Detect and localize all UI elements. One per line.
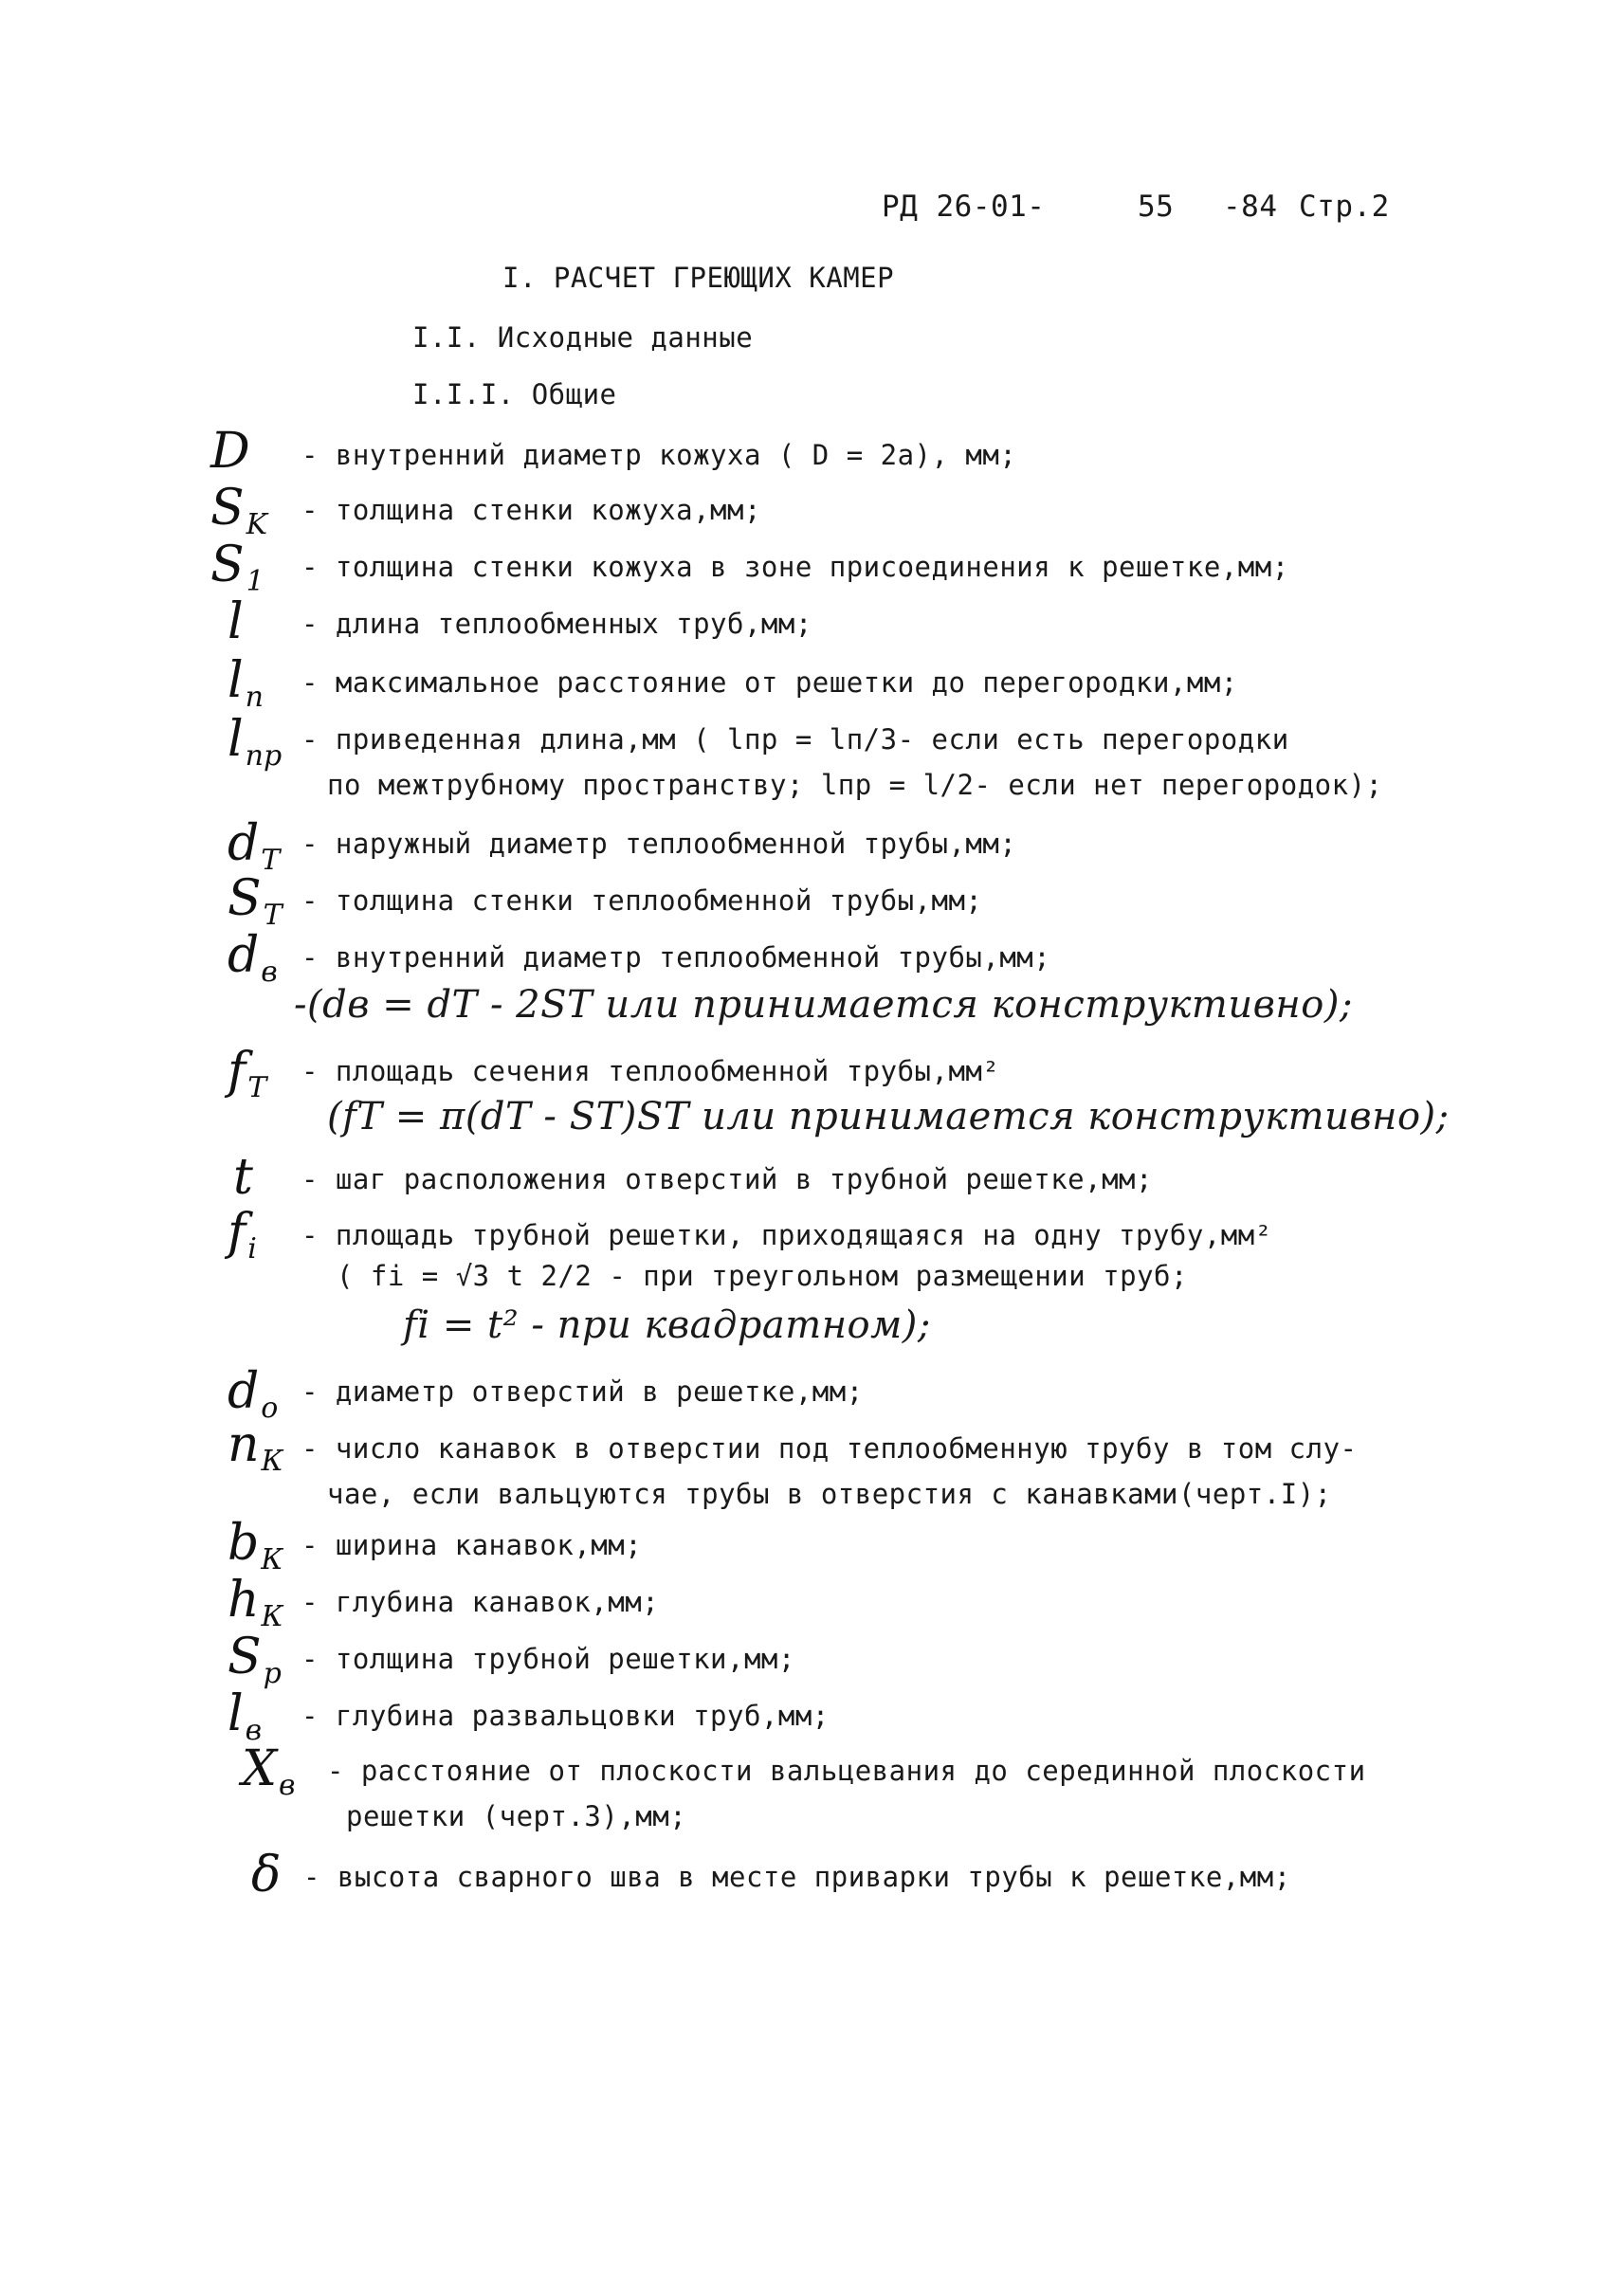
entry-text: - внутренний диаметр кожуха ( D = 2а), мм; bbox=[301, 439, 1017, 471]
symbol-S-t: $S_Т$ bbox=[228, 870, 283, 932]
symbol-d-v: $d_в$ bbox=[228, 927, 278, 989]
symbol-l: l bbox=[228, 593, 244, 650]
doc-year: -84 bbox=[1223, 190, 1278, 224]
symbol-n-k: $n_К$ bbox=[228, 1416, 283, 1478]
symbol-b-k: $b_К$ bbox=[228, 1515, 283, 1576]
symbol-h-k: $h_К$ bbox=[228, 1572, 283, 1633]
symbol-d-t: $d_Т$ bbox=[228, 815, 281, 877]
symbol-l-v: $l_в$ bbox=[228, 1685, 263, 1747]
entry-text: - ширина канавок,мм; bbox=[301, 1529, 643, 1561]
section-title: I. РАСЧЕТ ГРЕЮЩИХ КАМЕР bbox=[502, 262, 895, 294]
entry-text-continued: по межтрубному пространству; lпр = l/2- если нет перегородок); bbox=[327, 769, 1383, 801]
entry-text: - толщина трубной решетки,мм; bbox=[301, 1643, 795, 1675]
entry-text: - наружный диаметр теплообменной трубы,мм; bbox=[301, 828, 1017, 860]
formula-f-t: (fТ = π(dТ - SТ)SТ или принимается конструктивно); bbox=[327, 1095, 1450, 1138]
entry-text: - длина теплообменных труб,мм; bbox=[301, 608, 812, 640]
symbol-t: t bbox=[233, 1149, 253, 1206]
entry-text: - диаметр отверстий в решетке,мм; bbox=[301, 1375, 864, 1408]
entry-text: - приведенная длина,мм ( lпр = lп/3- если есть перегородки bbox=[301, 723, 1289, 756]
entry-text: - шаг расположения отверстий в трубной решетке,мм; bbox=[301, 1163, 1153, 1195]
entry-text: - расстояние от плоскости вальцевания до серединной плоскости bbox=[327, 1755, 1366, 1787]
formula-d-v: -(dв = dТ - 2SТ или принимается конструктивно); bbox=[294, 983, 1353, 1027]
symbol-l-n: $l_п$ bbox=[228, 652, 264, 714]
entry-text-continued: чае, если вальцуются трубы в отверстия с канавками(черт.I); bbox=[327, 1478, 1332, 1510]
entry-text: - толщина стенки теплообменной трубы,мм; bbox=[301, 884, 983, 917]
entry-text-continued: решетки (черт.3),мм; bbox=[346, 1800, 687, 1832]
symbol-l-pr: $l_{пр}$ bbox=[228, 711, 283, 773]
entry-text: - высота сварного шва в месте приварки трубы к решетке,мм; bbox=[303, 1861, 1291, 1893]
entry-text: - толщина стенки кожуха,мм; bbox=[301, 494, 761, 526]
entry-text: - площадь сечения теплообменной трубы,мм² bbox=[301, 1055, 1000, 1087]
entry-text: - площадь трубной решетки, приходящаяся на одну трубу,мм² bbox=[301, 1219, 1272, 1251]
doc-code: РД 26-01- bbox=[882, 190, 1046, 224]
subsection-title: I.I. Исходные данные bbox=[412, 321, 754, 354]
symbol-S-k: $S_K$ bbox=[210, 480, 268, 541]
entry-text: - глубина канавок,мм; bbox=[301, 1586, 660, 1618]
entry-text: - толщина стенки кожуха в зоне присоединения к решетке,мм; bbox=[301, 551, 1289, 583]
symbol-d-o: $d_о$ bbox=[228, 1363, 279, 1425]
formula-f-i-square: fi = t² - при квадратном); bbox=[403, 1303, 931, 1347]
entry-text: - максимальное расстояние от решетки до перегородки,мм; bbox=[301, 666, 1238, 699]
entry-text: - число канавок в отверстии под теплообменную трубу в том слу- bbox=[301, 1432, 1358, 1465]
page-label: Стр.2 bbox=[1299, 190, 1390, 224]
entry-text: - глубина развальцовки труб,мм; bbox=[301, 1700, 830, 1732]
symbol-S-p: $S_р$ bbox=[228, 1629, 282, 1690]
symbol-delta: δ bbox=[251, 1847, 282, 1903]
formula-f-i-triangular: ( fi = √3 t 2/2 - при треугольном размещении труб; bbox=[337, 1260, 1188, 1292]
symbol-f-i: $f_i$ bbox=[228, 1204, 257, 1266]
symbol-X-v: $X_в$ bbox=[242, 1740, 296, 1802]
symbol-D: D bbox=[210, 423, 250, 480]
doc-number: 55 bbox=[1138, 190, 1175, 224]
symbol-f-t: $f_Т$ bbox=[228, 1043, 267, 1104]
subsubsection-title: I.I.I. Общие bbox=[412, 378, 617, 410]
symbol-S-1: $S_1$ bbox=[210, 537, 265, 598]
entry-text: - внутренний диаметр теплообменной трубы,мм; bbox=[301, 941, 1051, 974]
